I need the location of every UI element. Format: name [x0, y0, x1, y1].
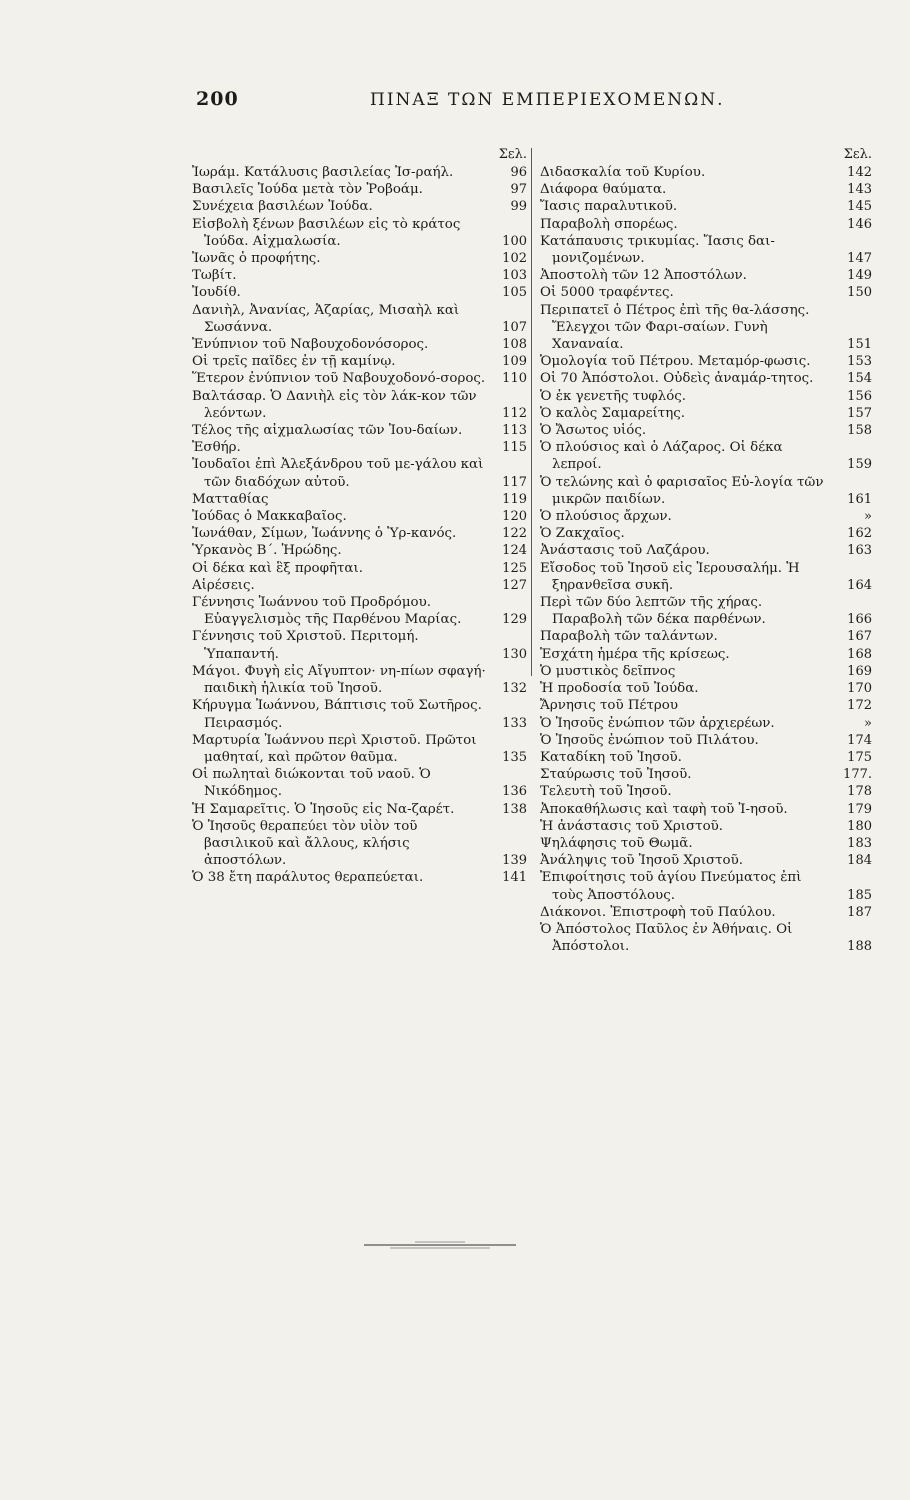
toc-entry-title: Ὁ ἐκ γενετῆς τυφλός. — [540, 388, 687, 404]
toc-entry-page: 122 — [502, 526, 527, 542]
toc-entry — [192, 801, 527, 818]
toc-entry-page: » — [864, 715, 872, 731]
toc-entry-title: Ἰουδίθ. — [192, 285, 241, 301]
toc-entry-title: Γέννησις τοῦ Χριστοῦ. Περιτομή. Ὑπαπαντή. — [192, 629, 419, 662]
toc-entry-title: Κήρυγμα Ἰωάννου, Βάπτισις τοῦ Σωτῆρος. Πειρασμός. — [192, 698, 482, 731]
toc-entry-title: Διδασκαλία τοῦ Κυρίου. — [540, 165, 706, 180]
toc-entry-page: » — [864, 509, 872, 525]
toc-entry-page: 142 — [847, 165, 872, 180]
toc-entry-page: 130 — [502, 646, 527, 662]
toc-entry-title: Περὶ τῶν δύο λεπτῶν τῆς χήρας. Παραβολὴ τῶν δέκα παρθένων. — [540, 595, 766, 628]
toc-entry-title: Διάφορα θαύματα. — [540, 182, 667, 198]
toc-entry-title: Ἀνάληψις τοῦ Ἰησοῦ Χριστοῦ. — [540, 853, 743, 869]
toc-entry-page: 150 — [847, 285, 872, 301]
toc-entry-page: 97 — [510, 182, 527, 198]
toc-entry — [192, 525, 527, 542]
toc-entry-page: 127 — [502, 577, 527, 593]
toc-entry-title: Ὁ Ἄσωτος υἱός. — [540, 423, 647, 439]
toc-entry-title: Οἱ 70 Ἀπόστολοι. Οὐδεὶς ἀναμάρ-τητος. — [540, 371, 814, 387]
toc-entry — [540, 198, 872, 215]
toc-entry-page: 167 — [847, 629, 872, 645]
toc-entry-title: Ἐνύπνιον τοῦ Ναβουχοδονόσορος. — [192, 337, 429, 353]
toc-entry — [192, 250, 527, 267]
toc-entry-title: Ἐσχάτη ἡμέρα τῆς κρίσεως. — [540, 646, 730, 662]
toc-entry-page: 164 — [847, 577, 872, 593]
toc-entry-title: Κατάπαυσις τρικυμίας. Ἴασις δαι-μονιζομένων. — [540, 233, 775, 267]
toc-entry-page: 168 — [847, 646, 872, 662]
toc-entry — [192, 422, 527, 439]
toc-entry-title: Οἱ πωληταὶ διώκονται τοῦ ναοῦ. Ὁ Νικόδημος. — [192, 767, 431, 800]
toc-entry — [540, 388, 872, 405]
toc-entry — [192, 267, 527, 284]
toc-entry — [540, 525, 872, 542]
toc-entry-title: Καταδίκη τοῦ Ἰησοῦ. — [540, 749, 682, 765]
toc-entry-title: Ἰούδας ὁ Μακκαβαῖος. — [192, 509, 347, 525]
toc-entry-page: 162 — [847, 526, 872, 542]
toc-entry — [540, 216, 872, 233]
toc-entry-title: Ἰουδαῖοι ἐπὶ Ἀλεξάνδρου τοῦ με-γάλου καὶ τῶν διαδόχων αὐτοῦ. — [192, 457, 484, 490]
toc-entry-title: Οἱ 5000 τραφέντες. — [540, 285, 674, 301]
toc-entry-page: 120 — [502, 509, 527, 525]
toc-entry-title: Ἰωνάθαν, Σίμων, Ἰωάννης ὁ Ὑρ-κανός. — [192, 526, 457, 542]
toc-entry-page: 175 — [847, 749, 872, 765]
toc-entry-page: 119 — [502, 491, 527, 507]
toc-entry-title: Τελευτὴ τοῦ Ἰησοῦ. — [540, 784, 672, 800]
right-column — [540, 146, 872, 955]
toc-entry-title: Δανιὴλ, Ἀνανίας, Ἀζαρίας, Μισαὴλ καὶ Σωσάννα. — [192, 302, 460, 335]
left-entries — [192, 164, 527, 887]
toc-entry-title: Βαλτάσαρ. Ὁ Δανιὴλ εἰς τὸν λάκ-κον τῶν λεόντων. — [192, 388, 477, 421]
toc-entry-title: Οἱ τρεῖς παῖδες ἐν τῇ καμίνῳ. — [192, 354, 396, 370]
toc-entry-title: Διάκονοι. Ἐπιστροφὴ τοῦ Παύλου. — [540, 904, 776, 920]
toc-entry — [540, 284, 872, 301]
toc-entry-page: 180 — [847, 818, 872, 834]
toc-entry-title: Ὑρκανὸς Β΄. Ἡρώδης. — [192, 543, 342, 559]
toc-entry-title: Εἰσβολὴ ξένων βασιλέων εἰς τὸ κράτος Ἰούδα. Αἰχμαλωσία. — [192, 216, 461, 249]
toc-entry — [192, 577, 527, 594]
toc-entry — [540, 302, 872, 354]
toc-entry-page: 102 — [502, 251, 527, 267]
toc-entry — [192, 439, 527, 456]
toc-entry — [540, 267, 872, 284]
toc-entry-title: Ἀνάστασις τοῦ Λαζάρου. — [540, 543, 710, 559]
page-number: 200 — [196, 88, 239, 110]
toc-entry-title: Ὁ Ζακχαῖος. — [540, 526, 625, 542]
running-title: ΠΙΝΑΞ ΤΩΝ ΕΜΠΕΡΙΕΧΟΜΕΝΩΝ. — [370, 90, 725, 110]
toc-entry — [540, 164, 872, 181]
toc-entry-page: 103 — [502, 268, 527, 284]
toc-entry — [540, 646, 872, 663]
toc-entry — [192, 869, 527, 886]
toc-entry-page: 143 — [847, 182, 872, 198]
toc-entry-title: Μάγοι. Φυγὴ εἰς Αἴγυπτον· νη-πίων σφαγή· παιδικὴ ἡλικία τοῦ Ἰησοῦ. — [192, 663, 486, 697]
toc-entry-page: 96 — [510, 165, 527, 180]
toc-entry — [540, 766, 872, 783]
toc-entry-page: 161 — [847, 491, 872, 507]
toc-entry-page: 174 — [847, 732, 872, 748]
toc-entry-title: Ὁ Ἰησοῦς ἐνώπιον τῶν ἀρχιερέων. — [540, 715, 775, 731]
toc-entry — [540, 594, 872, 628]
toc-entry — [192, 628, 527, 662]
toc-entry — [192, 164, 527, 181]
toc-entry-title: Ὁ Ἰησοῦς ἐνώπιον τοῦ Πιλάτου. — [540, 732, 759, 748]
toc-entry-page: 141 — [502, 870, 527, 886]
toc-entry — [192, 284, 527, 301]
toc-entry-title: Ἴασις παραλυτικοῦ. — [540, 199, 678, 215]
toc-entry-title: Ὁ πλούσιος ἄρχων. — [540, 509, 672, 525]
toc-entry — [192, 491, 527, 508]
toc-entry-page: 110 — [502, 371, 527, 387]
toc-entry-title: Ἀποκαθήλωσις καὶ ταφὴ τοῦ Ἰ-ησοῦ. — [540, 801, 788, 817]
toc-entry-title: Ἄρνησις τοῦ Πέτρου — [540, 698, 678, 714]
toc-entry-page: 115 — [502, 440, 527, 456]
toc-entry-page: 113 — [502, 423, 527, 439]
toc-entry-page: 151 — [847, 337, 872, 353]
toc-entry-title: Ὁμολογία τοῦ Πέτρου. Μεταμόρ-φωσις. — [540, 354, 811, 370]
toc-entry-page: 183 — [847, 835, 872, 851]
toc-entry-page: 136 — [502, 784, 527, 800]
toc-entry — [540, 422, 872, 439]
toc-entry — [192, 560, 527, 577]
toc-entry-page: 146 — [847, 216, 872, 232]
toc-entry-title: Βασιλεῖς Ἰούδα μετὰ τὸν Ῥοβοάμ. — [192, 182, 423, 198]
toc-entry — [540, 869, 872, 903]
toc-entry-title: Παραβολὴ τῶν ταλάντων. — [540, 629, 718, 645]
toc-entry — [540, 904, 872, 921]
toc-entry-page: 188 — [847, 939, 872, 955]
toc-entry-page: 169 — [847, 663, 872, 679]
toc-entry-page: 117 — [502, 474, 527, 490]
toc-entry-title: Ψηλάφησις τοῦ Θωμᾶ. — [540, 835, 693, 851]
toc-entry-page: 99 — [510, 199, 527, 215]
toc-entry — [540, 818, 872, 835]
toc-entry — [540, 732, 872, 749]
toc-entry-page: 157 — [847, 405, 872, 421]
toc-entry-title: Περιπατεῖ ὁ Πέτρος ἐπὶ τῆς θα-λάσσης. Ἔλεγχοι τῶν Φαρι-σαίων. Γυνὴ Χαναναία. — [540, 302, 810, 353]
toc-entry — [192, 542, 527, 559]
toc-entry — [192, 388, 527, 422]
toc-entry-page: 177. — [843, 767, 872, 783]
toc-entry-title: Γέννησις Ἰωάννου τοῦ Προδρόμου. Εὐαγγελισμὸς τῆς Παρθένου Μαρίας. — [192, 595, 462, 628]
toc-entry-page: 129 — [502, 612, 527, 628]
toc-entry-title: Παραβολὴ σπορέως. — [540, 216, 678, 232]
toc-entry — [540, 628, 872, 645]
toc-entry — [192, 818, 527, 870]
toc-entry — [540, 353, 872, 370]
toc-entry-page: 135 — [502, 749, 527, 765]
toc-entry-page: 112 — [502, 405, 527, 421]
toc-entry — [192, 456, 527, 490]
toc-entry — [192, 508, 527, 525]
left-sel-label: Σελ. — [498, 147, 527, 162]
toc-entry-page: 159 — [847, 457, 872, 473]
closing-ornament — [360, 1238, 520, 1252]
page-header — [0, 88, 910, 118]
toc-entry-title: Τωβίτ. — [192, 268, 237, 284]
toc-entry — [540, 181, 872, 198]
toc-entry-title: Ὁ τελώνης καὶ ὁ φαρισαῖος Εὐ-λογία τῶν μικρῶν παιδίων. — [540, 474, 824, 507]
toc-entry — [540, 852, 872, 869]
toc-entry-page: 125 — [502, 560, 527, 576]
toc-entry — [192, 697, 527, 731]
toc-entry-title: Ὁ μυστικὸς δεῖπνος — [540, 663, 676, 679]
toc-entry — [192, 181, 527, 198]
toc-entry-title: Ἡ Σαμαρεῖτις. Ὁ Ἰησοῦς εἰς Να-ζαρέτ. — [192, 801, 455, 817]
right-sel-label: Σελ. — [843, 147, 872, 162]
toc-entry — [540, 680, 872, 697]
column-divider — [531, 148, 532, 676]
toc-entry-page: 149 — [847, 268, 872, 284]
toc-entry-page: 153 — [847, 354, 872, 370]
toc-entry-title: Ἐσθήρ. — [192, 440, 241, 456]
toc-entry — [192, 766, 527, 800]
toc-entry-page: 139 — [502, 853, 527, 869]
toc-entry-title: Μαρτυρία Ἰωάννου περὶ Χριστοῦ. Πρῶτοι μαθηταί, καὶ πρῶτον θαῦμα. — [192, 732, 477, 765]
toc-entry — [192, 663, 527, 697]
toc-entry-title: Ἕτερον ἐνύπνιον τοῦ Ναβουχοδονό-σορος. — [192, 371, 486, 387]
toc-entry — [540, 405, 872, 422]
right-entries — [540, 164, 872, 955]
toc-entry-page: 158 — [847, 423, 872, 439]
toc-entry-title: Ἡ ἀνάστασις τοῦ Χριστοῦ. — [540, 818, 724, 834]
toc-entry — [540, 801, 872, 818]
toc-entry — [540, 697, 872, 714]
toc-entry — [192, 370, 527, 387]
toc-entry — [540, 508, 872, 525]
toc-entry — [540, 749, 872, 766]
toc-entry-page: 170 — [847, 681, 872, 697]
toc-entry-page: 156 — [847, 388, 872, 404]
toc-entry-page: 124 — [502, 543, 527, 559]
toc-entry-page: 163 — [847, 543, 872, 559]
toc-entry — [540, 370, 872, 387]
toc-entry-title: Τέλος τῆς αἰχμαλωσίας τῶν Ἰου-δαίων. — [192, 423, 463, 439]
toc-entry-title: Ἰωράμ. Κατάλυσις βασιλείας Ἰσ-ραήλ. — [192, 165, 454, 180]
toc-entry-page: 132 — [502, 681, 527, 697]
toc-entry-page: 178 — [847, 784, 872, 800]
toc-entry-page: 179 — [847, 801, 872, 817]
toc-entry — [540, 663, 872, 680]
toc-entry-page: 166 — [847, 612, 872, 628]
toc-entry-page: 108 — [502, 337, 527, 353]
toc-entry-title: Ὁ 38 ἔτη παράλυτος θεραπεύεται. — [192, 870, 424, 886]
toc-entry-page: 154 — [847, 371, 872, 387]
toc-entry-page: 185 — [847, 887, 872, 903]
toc-entry — [540, 715, 872, 732]
toc-entry-title: Εἴσοδος τοῦ Ἰησοῦ εἰς Ἱερουσαλήμ. Ἡ ξηρανθεῖσα συκῆ. — [540, 560, 800, 593]
toc-entry — [192, 353, 527, 370]
toc-entry — [540, 233, 872, 267]
toc-entry-title: Ἀποστολὴ τῶν 12 Ἀποστόλων. — [540, 268, 747, 284]
toc-entry-page: 145 — [847, 199, 872, 215]
toc-entry-title: Ὁ πλούσιος καὶ ὁ Λάζαρος. Οἱ δέκα λεπροί. — [540, 440, 783, 473]
toc-entry — [540, 560, 872, 594]
toc-entry-page: 138 — [502, 801, 527, 817]
toc-entry — [192, 336, 527, 353]
toc-entry-title: Ἰωνᾶς ὁ προφήτης. — [192, 251, 321, 267]
toc-entry-title: Αἱρέσεις. — [192, 577, 255, 593]
toc-entry-title: Ὁ Ἰησοῦς θεραπεύει τὸν υἱὸν τοῦ βασιλικοῦ καὶ ἄλλους, κλήσις ἀποστόλων. — [192, 818, 418, 869]
toc-entry — [540, 921, 872, 955]
toc-entry-title: Ματταθίας — [192, 491, 269, 507]
toc-entry-page: 184 — [847, 853, 872, 869]
toc-entry — [192, 198, 527, 215]
toc-entry — [540, 835, 872, 852]
toc-entry-page: 147 — [847, 251, 872, 267]
toc-entry-title: Ἡ προδοσία τοῦ Ἰούδα. — [540, 681, 699, 697]
toc-entry-title: Συνέχεια βασιλέων Ἰούδα. — [192, 199, 373, 215]
toc-entry — [540, 542, 872, 559]
toc-entry-page: 172 — [847, 698, 872, 714]
toc-entry-page: 187 — [847, 904, 872, 920]
toc-entry — [540, 439, 872, 473]
toc-entry-title: Οἱ δέκα καὶ ἓξ προφῆται. — [192, 560, 363, 576]
toc-entry-title: Ὁ Ἀπόστολος Παῦλος ἐν Ἀθήναις. Οἱ Ἀπόστολοι. — [540, 921, 793, 955]
toc-entry — [540, 783, 872, 800]
toc-entry-page: 133 — [502, 715, 527, 731]
toc-entry-title: Ὁ καλὸς Σαμαρείτης. — [540, 405, 685, 421]
toc-entry-page: 107 — [502, 319, 527, 335]
toc-entry-page: 109 — [502, 354, 527, 370]
toc-entry-page: 105 — [502, 285, 527, 301]
toc-entry-title: Σταύρωσις τοῦ Ἰησοῦ. — [540, 767, 692, 783]
toc-entry — [192, 732, 527, 766]
toc-entry-page: 100 — [502, 233, 527, 249]
toc-entry — [192, 302, 527, 336]
toc-entry — [192, 216, 527, 250]
toc-entry — [540, 474, 872, 508]
left-column — [192, 146, 527, 887]
toc-entry — [192, 594, 527, 628]
toc-entry-title: Ἐπιφοίτησις τοῦ ἁγίου Πνεύματος ἐπὶ τοὺς Ἀποστόλους. — [540, 870, 802, 903]
